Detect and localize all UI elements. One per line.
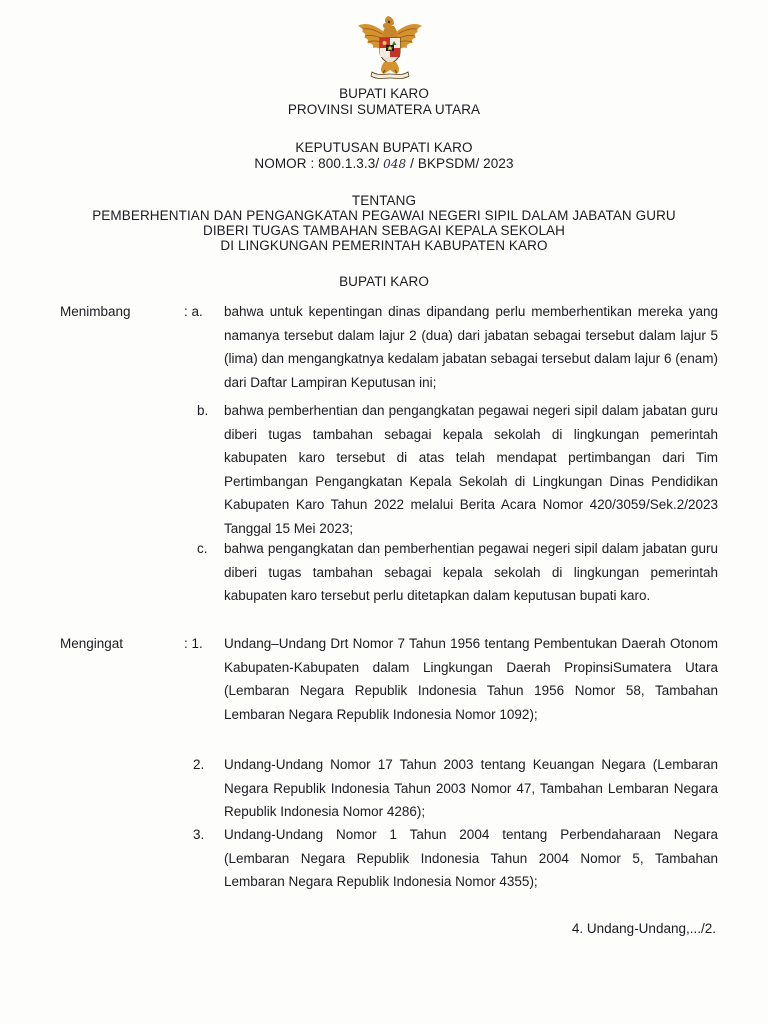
mengingat-marker-1: : 1. <box>184 636 203 651</box>
menimbang-item-c: bahwa pengangkatan dan pemberhentian pegawai negeri sipil dalam jabatan guru diberi tugas tambahan sebagai kepala sekolah di lingkungan pemerintah kabupaten karo tersebut perlu ditetapkan dalam keputusan bupati karo. <box>224 541 718 603</box>
mengingat-item-2: Undang-Undang Nomor 17 Tahun 2003 tentang Keuangan Negara (Lembaran Negara Republik Indonesia Tahun 2003 Nomor 47, Tambahan Lembaran Negara Republik Indonesia Nomor 4286); <box>224 757 718 819</box>
decree-title: KEPUTUSAN BUPATI KARO <box>295 140 473 155</box>
about-heading: TENTANG <box>351 193 417 208</box>
decree-number-suffix: / BKPSDM/ 2023 <box>406 156 514 171</box>
decree-number-handwritten: 048 <box>383 157 407 171</box>
mengingat-label: Mengingat <box>60 636 124 651</box>
menimbang-marker-c: c. <box>197 541 208 556</box>
issuer-heading: BUPATI KARO <box>339 274 429 289</box>
office-title: BUPATI KARO <box>339 86 429 101</box>
province-title: PROVINSI SUMATERA UTARA <box>287 102 481 117</box>
subject-line: PEMBERHENTIAN DAN PENGANGKATAN PEGAWAI NEGERI SIPIL DALAM JABATAN GURU <box>92 208 676 223</box>
garuda-pancasila-emblem-icon <box>356 14 424 80</box>
menimbang-label: Menimbang <box>60 304 131 319</box>
continuation-note: 4. Undang-Undang,.../2. <box>571 921 716 936</box>
menimbang-item-b: bahwa pemberhentian dan pengangkatan pegawai negeri sipil dalam jabatan guru diberi tugas tambahan sebagai kepala sekolah di lingkungan pemerintah kabupaten karo tersebut di atas telah mendapat pertimbangan dari Tim Pertimbangan Pengangkatan Kepala Sekolah di Lingkungan Dinas Pendidikan Kabupaten Karo Tahun 2022 melalui Berita Acara Nomor 420/3059/Sek.2/2023 Tanggal 15 Mei 2023; <box>224 403 718 536</box>
decree-number <box>0 156 768 172</box>
menimbang-marker-a: : a. <box>184 304 203 319</box>
mengingat-marker-3: 3. <box>193 827 205 842</box>
menimbang-marker-b: b. <box>197 403 209 418</box>
mengingat-item-1: Undang–Undang Drt Nomor 7 Tahun 1956 tentang Pembentukan Daerah Otonom Kabupaten-Kabupaten dalam Lingkungan Daerah PropinsiSumatera Utara (Lembaran Negara Republik Indonesia Tahun 1956 Nomor 58, Tambahan Lembaran Negara Republik Indonesia Nomor 1092); <box>224 636 718 722</box>
decree-number-prefix: NOMOR : 800.1.3.3/ <box>254 156 384 171</box>
menimbang-item-a: bahwa untuk kepentingan dinas dipandang perlu memberhentikan mereka yang namanya tersebut dalam lajur 2 (dua) dari jabatan sebagai tersebut dalam lajur 5 (lima) dan mengangkatnya kedalam jabatan sebagai tersebut dalam lajur 6 (enam) dari Daftar Lampiran Keputusan ini; <box>224 304 718 390</box>
subject-line: DI LINGKUNGAN PEMERINTAH KABUPATEN KARO <box>220 238 548 253</box>
mengingat-item-3: Undang-Undang Nomor 1 Tahun 2004 tentang Perbendaharaan Negara (Lembaran Negara Republik Indonesia Tahun 2004 Nomor 5, Tambahan Lembaran Negara Republik Indonesia Nomor 4355); <box>224 827 718 889</box>
mengingat-marker-2: 2. <box>193 757 205 772</box>
subject-line: DIBERI TUGAS TAMBAHAN SEBAGAI KEPALA SEKOLAH <box>202 223 566 238</box>
